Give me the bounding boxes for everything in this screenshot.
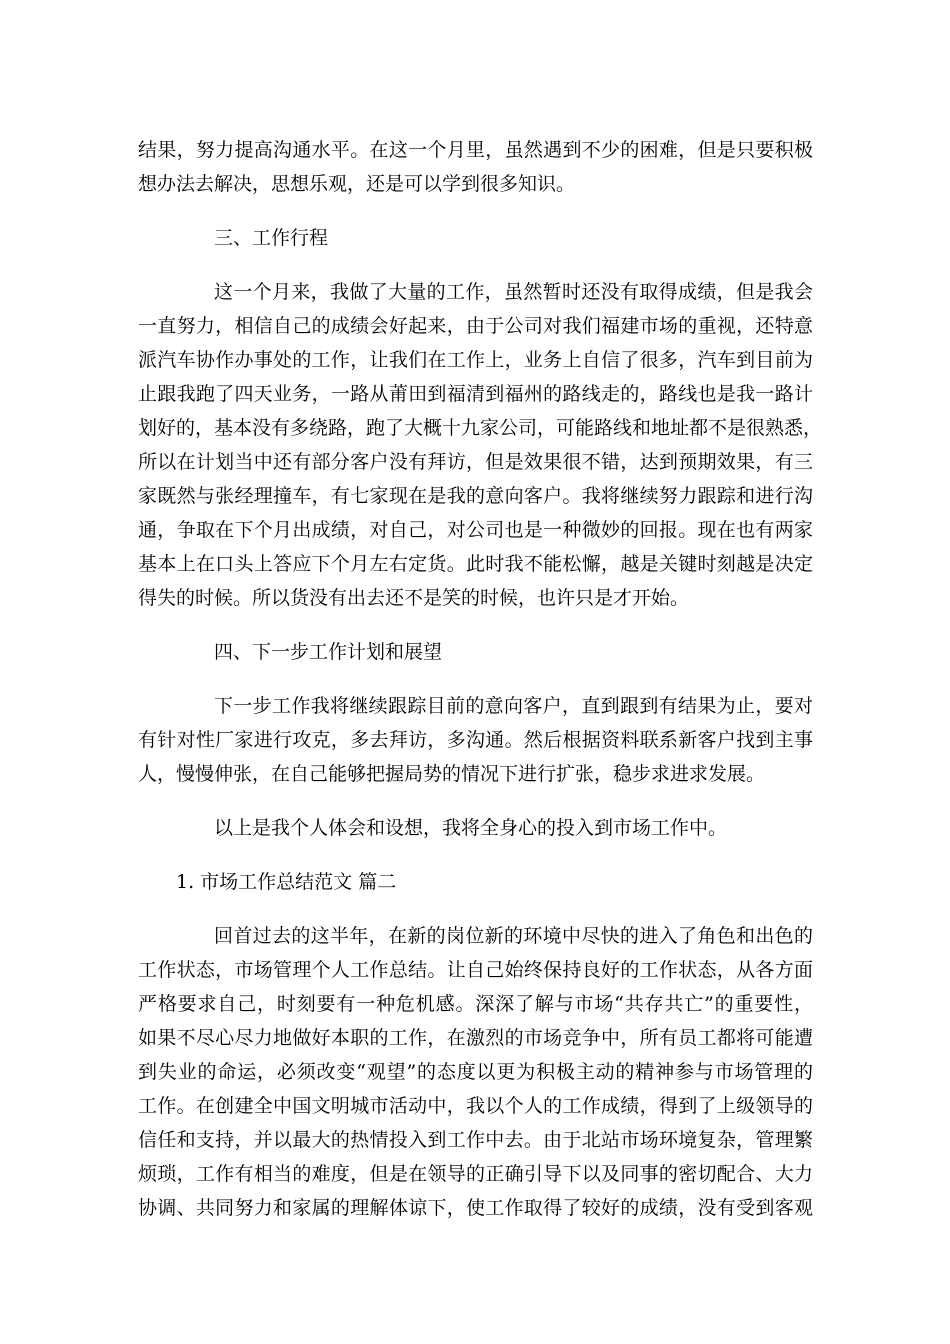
text-line: 得失的时候。所以货没有出去还不是笑的时候，也许只是才开始。 (138, 587, 690, 609)
text-line: 工作状态，市场管理个人工作总结。让自己始终保持良好的工作状态，从各方面 (138, 959, 813, 981)
text-line: 家既然与张经理撞车，有七家现在是我的意向客户。我将继续努力跟踪和进行沟 (138, 485, 813, 507)
text-line: 严格要求自己，时刻要有一种危机感。深深了解与市场“共存共亡”的重要性， (138, 993, 813, 1015)
text-line: 回首过去的这半年，在新的岗位新的环境中尽快的进入了角色和出色的 (214, 925, 813, 947)
text-line: 想办法去解决，思想乐观，还是可以学到很多知识。 (138, 173, 576, 195)
text-line: 止跟我跑了四天业务，一路从莆田到福清到福州的路线走的，路线也是我一路计 (138, 383, 813, 405)
text-line: 烦琐，工作有相当的难度，但是在领导的正确引导下以及同事的密切配合、大力 (138, 1163, 813, 1185)
text-line: 基本上在口头上答应下个月左右定货。此时我不能松懈，越是关键时刻越是决定 (138, 553, 813, 575)
text-line: 人，慢慢伸张，在自己能够把握局势的情况下进行扩张，稳步求进求发展。 (138, 763, 766, 785)
text-line: 结果，努力提高沟通水平。在这一个月里，虽然遇到不少的困难，但是只要积极 (138, 139, 813, 161)
text-line: 一直努力，相信自己的成绩会好起来，由于公司对我们福建市场的重视，还特意 (138, 315, 813, 337)
numbered-heading: 1. 市场工作总结范文 篇二 (176, 871, 397, 893)
text-line: 派汽车协作办事处的工作，让我们在工作上，业务上自信了很多，汽车到目前为 (138, 349, 813, 371)
text-line: 划好的，基本没有多绕路，跑了大概十九家公司，可能路线和地址都不是很熟悉， (138, 417, 823, 439)
text-line: 信任和支持，并以最大的热情投入到工作中去。由于北站市场环境复杂，管理繁 (138, 1129, 813, 1151)
section-heading: 三、工作行程 (214, 227, 329, 249)
section-heading: 四、下一步工作计划和展望 (214, 641, 443, 663)
text-line: 所以在计划当中还有部分客户没有拜访，但是效果很不错，达到预期效果，有三 (138, 451, 813, 473)
text-line: 以上是我个人体会和设想，我将全身心的投入到市场工作中。 (214, 817, 728, 839)
text-line: 通，争取在下个月出成绩，对自己，对公司也是一种微妙的回报。现在也有两家 (138, 519, 813, 541)
text-line: 如果不尽心尽力地做好本职的工作，在激烈的市场竞争中，所有员工都将可能遭 (138, 1027, 813, 1049)
text-line: 有针对性厂家进行攻克，多去拜访，多沟通。然后根据资料联系新客户找到主事 (138, 729, 813, 751)
text-line: 协调、共同努力和家属的理解体谅下，使工作取得了较好的成绩，没有受到客观 (138, 1197, 813, 1219)
text-line: 这一个月来，我做了大量的工作，虽然暂时还没有取得成绩，但是我会 (214, 281, 813, 303)
text-line: 到失业的命运，必须改变“观望”的态度以更为积极主动的精神参与市场管理的 (138, 1061, 813, 1083)
text-line: 下一步工作我将继续跟踪目前的意向客户，直到跟到有结果为止，要对 (214, 695, 813, 717)
text-line: 工作。在创建全中国文明城市活动中，我以个人的工作成绩，得到了上级领导的 (138, 1095, 813, 1117)
